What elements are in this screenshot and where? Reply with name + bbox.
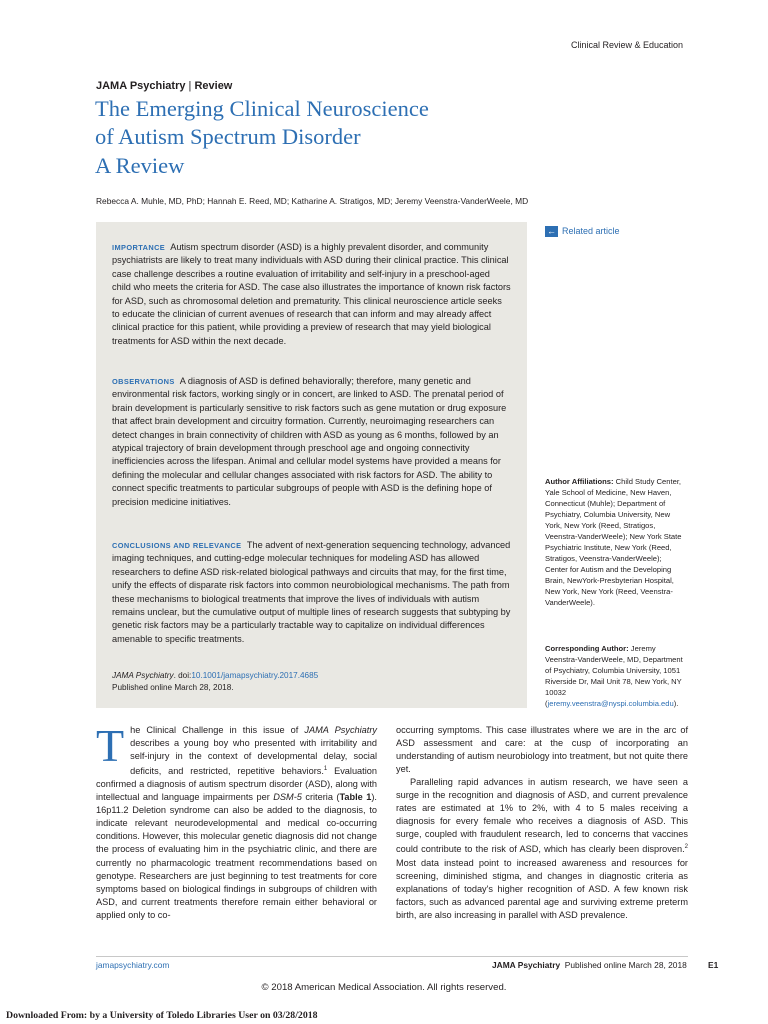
journal-line xyxy=(96,80,232,92)
reference-2[interactable]: 2 xyxy=(684,844,688,851)
body-column-1 xyxy=(96,720,377,922)
body-paragraph-2: occurring symptoms. This case illustrates where we are in the arc of ASD assessment and care: at the cusp of incorporating an understanding of autism neurobiology into treatment, but not quite there yet. xyxy=(396,725,688,775)
conclusions-heading: CONCLUSIONS AND RELEVANCE xyxy=(112,541,242,550)
body-text: ). 16p11.2 Deletion syndrome can also be added to the diagnosis, to indicate relevant neurodevelopmental and medical co-occurring conditions. However, this molecular genetic diagnosis did not change the process of evaluating him in the psychiatric clinic, and there are currently no pharmacologic treatment recommendations based on genotype. Researchers are just beginning to test treatments for core symptoms based on biological findings in subgroups of children with ASD, and current treatments therefore remain either behavioral or applied only to co- xyxy=(96,792,377,920)
corresponding-heading: Corresponding Author: xyxy=(545,644,629,653)
article-title xyxy=(95,95,429,151)
dsm-ref: DSM-5 xyxy=(273,792,302,803)
body-text: criteria ( xyxy=(301,792,340,803)
body-column-2 xyxy=(396,724,688,922)
table-1-link[interactable]: Table 1 xyxy=(339,792,372,803)
observations-text: A diagnosis of ASD is defined behaviorally; therefore, many genetic and environmental risk factors, working singly or in concert, are linked to ASD. The prenatal period of brain development is particularly sensitive to risk factors such as gene mutation or drug exposure that affect brain development and circuitry formation. Currently, neuroimaging researchers can detect changes in brain connectivity of children with ASD as young as 6 months, followed by an atypical trajectory of brain development through preschool age and ongoing connectivity inefficiencies across the lifespan. Animal and cellular model systems have provided a means for defining the molecular and cellular changes associated with risk factors for ASD. The ability to connect specific treatments to particular subgroups of people with ASD is the defining hope of precision medicine initiatives. xyxy=(112,376,507,507)
conclusions-text: The advent of next-generation sequencing technology, advanced imaging techniques, and cutting-edge molecular techniques for modeling ASD has allowed researchers to define ASD risk-related biological pathways and circuits that may, for the first time, unify the effects of disparate risk factors into common neurobiological mechanisms. The path from these mechanisms to biological treatments that improve the lives of individuals with autism remains unclear, but the cumulative output of multiple lines of research suggests that subtyping by genetic risk factors may be a particularly tractable way to capitalize on individual differences amenable to specific treatments. xyxy=(112,540,511,644)
published-date: Published online March 28, 2018. xyxy=(112,683,234,692)
corresponding-email-link[interactable]: jeremy.veenstra@nyspi.columbia.edu xyxy=(547,699,674,708)
body-text: Evaluation confirmed a diagnosis of autism spectrum disorder (ASD), along with intellectual and language impairments per xyxy=(96,766,377,803)
body-text: Paralleling rapid advances in autism research, we have seen a surge in the recognition and diagnosis of ASD, and current prevalence rates are estimated at 1% to 2%, with 4 to 5 males receiving a diagnosis for every female who receives a diagnosis of ASD. This surge, coupled with fraudulent research, led to concerns that vaccines could contribute to the risk of ASD, which has clearly been disproven. xyxy=(396,777,688,855)
body-paragraph-1 xyxy=(96,720,377,922)
footer-divider xyxy=(96,956,688,957)
journal-name: JAMA Psychiatry xyxy=(96,80,186,92)
journal-separator: | xyxy=(185,80,195,92)
abstract-conclusions xyxy=(112,539,511,646)
title-line-2: of Autism Spectrum Disorder xyxy=(95,124,361,149)
corresponding-text: Jeremy Veenstra-VanderWeele, MD, Department of Psychiatry, Columbia University, 1051 Riverside Dr, Mail Unit 78, New York, NY 10032 ( xyxy=(545,644,683,708)
doi-link[interactable]: 10.1001/jamapsychiatry.2017.4685 xyxy=(191,671,319,680)
download-notice: Downloaded From: by a University of Toledo Libraries User on 03/28/2018 xyxy=(6,1010,318,1021)
article-type: Review xyxy=(194,80,233,92)
journal-ref: JAMA Psychiatry xyxy=(304,725,377,735)
body-text: Most data instead point to increased awareness and resources for screening, diminished stigma, and changes in diagnostic criteria as explanations of today's higher recognition of ASD. A few known risk factors, such as advanced parental age and surviving extreme preterm birth, are also increasing in parallel with ASD prevalence. xyxy=(396,857,688,920)
article-subtitle: A Review xyxy=(95,153,185,178)
citation-journal: JAMA Psychiatry xyxy=(112,671,174,680)
footer-journal: JAMA Psychiatry xyxy=(492,960,561,970)
abstract-observations xyxy=(112,375,511,509)
body-text: describes a young boy who presented with irritability and self-injury in the context of developmental delay, social deficits, and restricted, repetitive behaviors. xyxy=(130,738,377,777)
corresponding-end: ). xyxy=(673,699,679,708)
body-text: he Clinical Challenge in this issue of xyxy=(130,725,305,735)
author-affiliations xyxy=(545,476,685,608)
footer-published: Published online March 28, 2018 xyxy=(564,960,687,970)
page-number: E1 xyxy=(708,960,719,970)
footer-publication xyxy=(492,960,687,970)
citation-block xyxy=(112,670,318,694)
affiliations-heading: Author Affiliations: xyxy=(545,477,614,486)
importance-heading: IMPORTANCE xyxy=(112,243,166,252)
abstract-box xyxy=(96,222,527,708)
drop-cap: T xyxy=(96,720,125,771)
journal-website-link[interactable]: jamapsychiatry.com xyxy=(96,960,170,970)
importance-text: Autism spectrum disorder (ASD) is a highly prevalent disorder, and community psychiatrists are likely to treat many individuals with ASD during their clinical practice. This clinical case challenge describes a routine evaluation of irritability and self-injury in a preschool-aged child who meets the criteria for ASD. The case also illustrates the importance of known risk factors for ASD, such as chromosomal deletion and prematurity. This clinical neuroscience article seeks to educate the clinician of current avenues of research that can inform and may already affect clinical practice for this patient, while providing a preview of research that may yield biological treatments for ASD within the next decade. xyxy=(112,242,511,346)
affiliations-text: Child Study Center, Yale School of Medicine, New Haven, Connecticut (Muhle); Department of Psychiatry, Columbia University, New York, New York (Reed, Stratigos, Veenstra-VanderWeele); New York State Psychiatric Institute, New York (Reed, Stratigos, Veenstra-VanderWeele); Center for Autism and the Developing Brain, NewYork-Presbyterian Hospital, New York, New York (Reed, Veenstra-VanderWeele). xyxy=(545,477,682,607)
title-line-1: The Emerging Clinical Neuroscience xyxy=(95,96,429,121)
reference-1[interactable]: 1 xyxy=(323,766,328,773)
copyright-notice: © 2018 American Medical Association. All rights reserved. xyxy=(261,982,507,993)
arrow-left-icon: ← xyxy=(547,226,556,237)
corresponding-author xyxy=(545,643,685,709)
author-list: Rebecca A. Muhle, MD, PhD; Hannah E. Reed, MD; Katharine A. Stratigos, MD; Jeremy Veenstra-VanderWeele, MD xyxy=(96,196,529,206)
doi-line xyxy=(112,670,318,682)
body-paragraph-3 xyxy=(396,776,688,922)
observations-heading: OBSERVATIONS xyxy=(112,377,175,386)
section-label: Clinical Review & Education xyxy=(570,40,683,50)
doi-prefix: . doi: xyxy=(173,671,192,680)
related-article-label: Related article xyxy=(562,226,620,236)
abstract-importance xyxy=(112,241,511,348)
related-article-link[interactable] xyxy=(545,226,620,237)
